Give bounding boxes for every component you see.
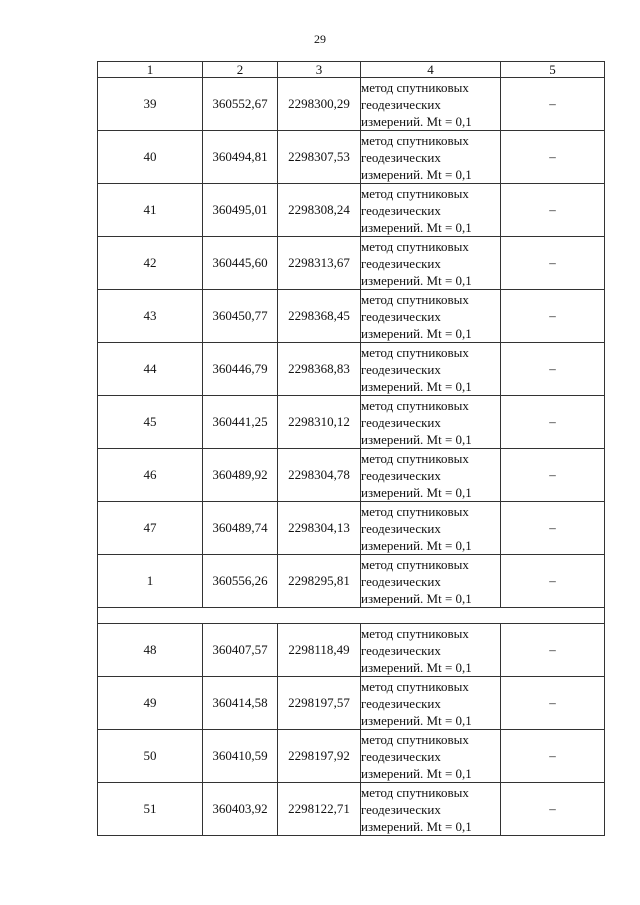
coordinate-x: 360450,77: [203, 290, 278, 343]
method-line: геодезических: [361, 414, 441, 430]
method-description: [361, 78, 501, 131]
coordinate-x: 360489,92: [203, 449, 278, 502]
method-description: [361, 237, 501, 290]
coordinate-y: 2298304,78: [278, 449, 361, 502]
coordinate-x: 360410,59: [203, 730, 278, 783]
coordinate-x: 360552,67: [203, 78, 278, 131]
table-row: [98, 730, 605, 783]
coordinate-x: 360489,74: [203, 502, 278, 555]
point-number: 48: [98, 624, 203, 677]
method-description: [361, 783, 501, 836]
coordinate-x: 360403,92: [203, 783, 278, 836]
method-line: метод спутниковых: [361, 238, 469, 254]
error-value: –: [501, 677, 605, 730]
coordinate-y: 2298368,45: [278, 290, 361, 343]
method-line: измерений. Mt = 0,1: [361, 659, 472, 675]
method-line: метод спутниковых: [361, 79, 469, 95]
coordinate-x: 360556,26: [203, 555, 278, 608]
table-row: [98, 449, 605, 502]
point-number: 43: [98, 290, 203, 343]
header-col-1: 1: [98, 62, 203, 78]
method-line: геодезических: [361, 801, 441, 817]
table-row: [98, 290, 605, 343]
point-number: 50: [98, 730, 203, 783]
coordinate-y: 2298304,13: [278, 502, 361, 555]
method-line: метод спутниковых: [361, 132, 469, 148]
error-value: –: [501, 396, 605, 449]
coordinate-y: 2298307,53: [278, 131, 361, 184]
method-line: геодезических: [361, 361, 441, 377]
coordinate-x: 360446,79: [203, 343, 278, 396]
error-value: –: [501, 449, 605, 502]
method-line: геодезических: [361, 695, 441, 711]
coordinate-y: 2298122,71: [278, 783, 361, 836]
coordinate-y: 2298118,49: [278, 624, 361, 677]
coordinate-y: 2298310,12: [278, 396, 361, 449]
table-header: [98, 62, 605, 78]
table-row: [98, 78, 605, 131]
error-value: –: [501, 783, 605, 836]
method-line: геодезических: [361, 149, 441, 165]
point-number: 40: [98, 131, 203, 184]
coordinate-y: 2298368,83: [278, 343, 361, 396]
method-line: геодезических: [361, 308, 441, 324]
table-row: [98, 343, 605, 396]
method-line: метод спутниковых: [361, 731, 469, 747]
coordinate-x: 360414,58: [203, 677, 278, 730]
method-line: измерений. Mt = 0,1: [361, 537, 472, 553]
method-line: метод спутниковых: [361, 784, 469, 800]
method-description: [361, 290, 501, 343]
table-row: [98, 783, 605, 836]
table-row: [98, 555, 605, 608]
coordinate-x: 360441,25: [203, 396, 278, 449]
point-number: 46: [98, 449, 203, 502]
method-description: [361, 449, 501, 502]
table-row: [98, 237, 605, 290]
method-line: геодезических: [361, 96, 441, 112]
method-line: измерений. Mt = 0,1: [361, 272, 472, 288]
method-description: [361, 555, 501, 608]
method-description: [361, 677, 501, 730]
point-number: 51: [98, 783, 203, 836]
error-value: –: [501, 555, 605, 608]
coordinate-x: 360494,81: [203, 131, 278, 184]
point-number: 42: [98, 237, 203, 290]
error-value: –: [501, 730, 605, 783]
method-line: метод спутниковых: [361, 503, 469, 519]
error-value: –: [501, 624, 605, 677]
page-number: 29: [314, 32, 326, 46]
point-number: 44: [98, 343, 203, 396]
method-description: [361, 502, 501, 555]
method-line: геодезических: [361, 202, 441, 218]
method-line: измерений. Mt = 0,1: [361, 484, 472, 500]
error-value: –: [501, 131, 605, 184]
method-line: измерений. Mt = 0,1: [361, 590, 472, 606]
method-line: метод спутниковых: [361, 450, 469, 466]
method-line: измерений. Mt = 0,1: [361, 113, 472, 129]
table-row: [98, 502, 605, 555]
header-col-5: 5: [501, 62, 605, 78]
method-line: геодезических: [361, 520, 441, 536]
coordinate-y: 2298313,67: [278, 237, 361, 290]
point-number: 49: [98, 677, 203, 730]
coordinate-y: 2298197,57: [278, 677, 361, 730]
section-separator-cell: [98, 608, 605, 624]
method-line: измерений. Mt = 0,1: [361, 325, 472, 341]
coordinate-x: 360495,01: [203, 184, 278, 237]
coordinate-x: 360445,60: [203, 237, 278, 290]
coordinate-y: 2298295,81: [278, 555, 361, 608]
coordinates-table: [97, 61, 605, 836]
method-line: метод спутниковых: [361, 185, 469, 201]
table-row: [98, 184, 605, 237]
point-number: 47: [98, 502, 203, 555]
method-line: геодезических: [361, 642, 441, 658]
point-number: 41: [98, 184, 203, 237]
method-line: измерений. Mt = 0,1: [361, 765, 472, 781]
method-description: [361, 131, 501, 184]
method-line: метод спутниковых: [361, 556, 469, 572]
header-col-3: 3: [278, 62, 361, 78]
table-row: [98, 396, 605, 449]
method-line: измерений. Mt = 0,1: [361, 219, 472, 235]
method-description: [361, 624, 501, 677]
point-number: 1: [98, 555, 203, 608]
method-line: геодезических: [361, 255, 441, 271]
section-separator-row: [98, 608, 605, 624]
error-value: –: [501, 78, 605, 131]
method-description: [361, 730, 501, 783]
table-row: [98, 131, 605, 184]
method-line: измерений. Mt = 0,1: [361, 712, 472, 728]
method-line: метод спутниковых: [361, 291, 469, 307]
method-line: метод спутниковых: [361, 397, 469, 413]
method-line: метод спутниковых: [361, 678, 469, 694]
error-value: –: [501, 343, 605, 396]
table-row: [98, 624, 605, 677]
method-line: измерений. Mt = 0,1: [361, 818, 472, 834]
method-line: метод спутниковых: [361, 625, 469, 641]
method-line: измерений. Mt = 0,1: [361, 431, 472, 447]
method-line: измерений. Mt = 0,1: [361, 166, 472, 182]
error-value: –: [501, 290, 605, 343]
header-col-2: 2: [203, 62, 278, 78]
coordinate-y: 2298308,24: [278, 184, 361, 237]
method-line: геодезических: [361, 573, 441, 589]
error-value: –: [501, 502, 605, 555]
coordinate-y: 2298300,29: [278, 78, 361, 131]
error-value: –: [501, 237, 605, 290]
coordinate-y: 2298197,92: [278, 730, 361, 783]
method-line: измерений. Mt = 0,1: [361, 378, 472, 394]
method-description: [361, 184, 501, 237]
method-description: [361, 343, 501, 396]
method-line: геодезических: [361, 748, 441, 764]
coordinate-x: 360407,57: [203, 624, 278, 677]
table-body: [98, 78, 605, 836]
header-row: [98, 62, 605, 78]
table-row: [98, 677, 605, 730]
header-col-4: 4: [361, 62, 501, 78]
method-description: [361, 396, 501, 449]
point-number: 39: [98, 78, 203, 131]
point-number: 45: [98, 396, 203, 449]
error-value: –: [501, 184, 605, 237]
method-line: геодезических: [361, 467, 441, 483]
method-line: метод спутниковых: [361, 344, 469, 360]
